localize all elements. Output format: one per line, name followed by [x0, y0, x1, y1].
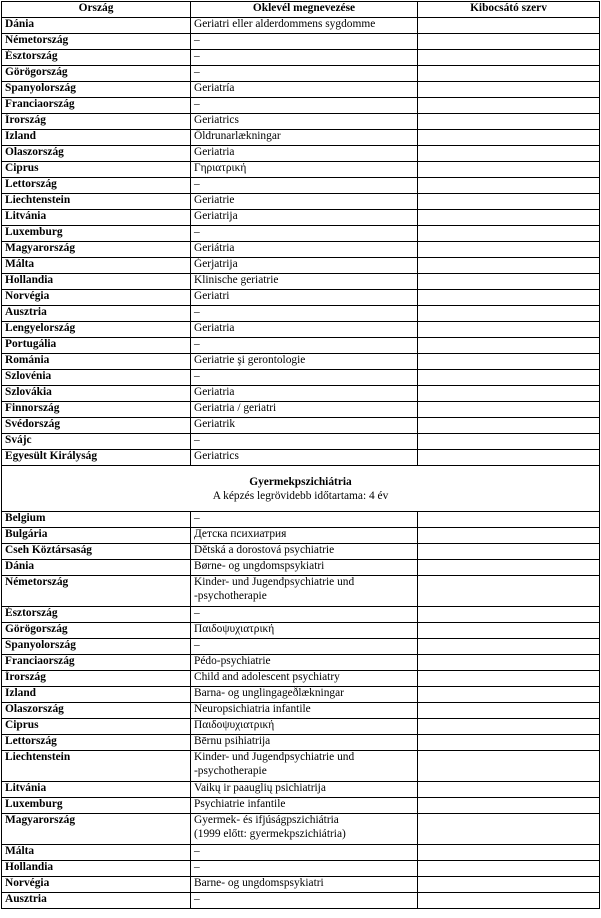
country-cell: Málta [2, 845, 191, 861]
diploma-cell [191, 782, 418, 798]
diploma-cell [191, 402, 418, 418]
issuing-body-cell [418, 290, 600, 306]
country-cell: Franciaország [2, 655, 191, 671]
issuing-body-cell [418, 82, 600, 98]
country-cell: Belgium [2, 512, 191, 528]
diploma-cell [191, 98, 418, 114]
diploma-cell [191, 655, 418, 671]
issuing-body-cell [418, 512, 600, 528]
table-row [2, 861, 600, 877]
issuing-body-cell [418, 528, 600, 544]
child-psychiatry-rows [2, 512, 600, 909]
country-cell: Litvánia [2, 210, 191, 226]
table-row [2, 370, 600, 386]
diploma-cell [191, 893, 418, 909]
issuing-body-cell [418, 66, 600, 82]
diploma-line: Barna- og unglingageðlækningar [194, 687, 344, 699]
diploma-cell [191, 544, 418, 560]
issuing-body-cell [418, 623, 600, 639]
country-cell: Hollandia [2, 861, 191, 877]
diploma-line: Geriatrie şi gerontologie [194, 354, 306, 366]
country-cell: Ciprus [2, 162, 191, 178]
diploma-line: – [194, 338, 200, 350]
issuing-body-cell [418, 735, 600, 751]
country-cell: Hollandia [2, 274, 191, 290]
issuing-body-cell [418, 893, 600, 909]
diploma-line: Geriatria [194, 146, 235, 158]
country-cell: Liechtenstein [2, 194, 191, 210]
table-row [2, 877, 600, 893]
country-cell: Litvánia [2, 782, 191, 798]
table-row [2, 560, 600, 576]
diploma-cell [191, 386, 418, 402]
diploma-cell [191, 512, 418, 528]
country-cell: Észtország [2, 50, 191, 66]
diploma-line: Geriatrie [194, 194, 235, 206]
diploma-line: Kinder- und Jugendpsychiatrie und [194, 751, 355, 763]
table-row [2, 18, 600, 34]
issuing-body-cell [418, 607, 600, 623]
table-row [2, 893, 600, 909]
diploma-cell [191, 719, 418, 735]
issuing-body-cell [418, 402, 600, 418]
diploma-line: Geriatri eller alderdommens sygdomme [194, 18, 376, 30]
header-issuing-body: Kibocsátó szerv [418, 2, 600, 18]
table-row [2, 751, 600, 782]
issuing-body-cell [418, 798, 600, 814]
country-cell: Bulgária [2, 528, 191, 544]
issuing-body-cell [418, 146, 600, 162]
diploma-line: Geriatria [194, 386, 235, 398]
diploma-line: Pédo-psychiatrie [194, 655, 271, 667]
country-cell: Dánia [2, 560, 191, 576]
table-row [2, 386, 600, 402]
country-cell: Észtország [2, 607, 191, 623]
diploma-cell [191, 50, 418, 66]
diploma-line: Geriatría [194, 82, 235, 94]
diploma-cell [191, 258, 418, 274]
issuing-body-cell [418, 544, 600, 560]
country-cell: Egyesült Királyság [2, 450, 191, 466]
diploma-line: Neuropsichiatria infantile [194, 703, 311, 715]
diploma-line: Børne- og ungdomspsykiatri [194, 560, 325, 572]
country-cell: Luxemburg [2, 798, 191, 814]
diploma-line: Barne- og ungdomspsykiatri [194, 877, 324, 889]
country-cell: Írország [2, 671, 191, 687]
country-cell: Liechtenstein [2, 751, 191, 782]
table-row [2, 290, 600, 306]
diploma-line: Öldrunarlækningar [194, 130, 281, 142]
diploma-cell [191, 735, 418, 751]
country-cell: Lettország [2, 178, 191, 194]
diploma-line: Ġerjatrija [194, 258, 238, 270]
section-subtitle: A képzés legrövidebb időtartama: 4 év [212, 489, 389, 502]
diploma-line: Geriatrics [194, 114, 239, 126]
header-diploma: Oklevél megnevezése [191, 2, 418, 18]
issuing-body-cell [418, 782, 600, 798]
issuing-body-cell [418, 703, 600, 719]
country-cell: Olaszország [2, 703, 191, 719]
diploma-line: Παιδοψυχιατρική [194, 623, 275, 635]
country-cell: Norvégia [2, 877, 191, 893]
diploma-line: – [194, 861, 200, 873]
diploma-line: – [194, 226, 200, 238]
issuing-body-cell [418, 194, 600, 210]
diploma-line: – [194, 98, 200, 110]
table-row [2, 146, 600, 162]
table-row [2, 354, 600, 370]
country-cell: Magyarország [2, 814, 191, 845]
diploma-line: – [194, 370, 200, 382]
diploma-cell [191, 560, 418, 576]
issuing-body-cell [418, 98, 600, 114]
table-row [2, 703, 600, 719]
header-country: Ország [2, 2, 191, 18]
diploma-cell [191, 861, 418, 877]
diploma-line: Geriatrics [194, 450, 239, 462]
country-cell: Svájc [2, 434, 191, 450]
diploma-cell [191, 751, 418, 782]
diploma-line: Geriatri [194, 290, 230, 302]
diploma-cell [191, 434, 418, 450]
country-cell: Izland [2, 687, 191, 703]
issuing-body-cell [418, 34, 600, 50]
diploma-line: – [194, 34, 200, 46]
country-cell: Norvégia [2, 290, 191, 306]
country-cell: Németország [2, 34, 191, 50]
diploma-cell [191, 290, 418, 306]
diploma-line: – [194, 306, 200, 318]
geriatrics-rows [2, 18, 600, 466]
issuing-body-cell [418, 671, 600, 687]
table-row [2, 814, 600, 845]
diploma-cell [191, 528, 418, 544]
diploma-cell [191, 34, 418, 50]
diploma-line: Child and adolescent psychiatry [194, 671, 340, 683]
country-cell: Lengyelország [2, 322, 191, 338]
diploma-cell [191, 687, 418, 703]
issuing-body-cell [418, 814, 600, 845]
diploma-cell [191, 877, 418, 893]
diploma-cell [191, 370, 418, 386]
table-row [2, 512, 600, 528]
diploma-line: Geriatria [194, 322, 235, 334]
table-row [2, 306, 600, 322]
diploma-cell [191, 178, 418, 194]
table-row [2, 623, 600, 639]
diploma-line: Klinische geriatrie [194, 274, 279, 286]
country-cell: Finnország [2, 402, 191, 418]
table-row [2, 114, 600, 130]
table-row [2, 544, 600, 560]
country-cell: Görögország [2, 623, 191, 639]
country-cell: Görögország [2, 66, 191, 82]
diploma-line: -psychotherapie [194, 589, 267, 602]
issuing-body-cell [418, 274, 600, 290]
issuing-body-cell [418, 258, 600, 274]
country-cell: Spanyolország [2, 82, 191, 98]
diploma-line: – [194, 607, 200, 619]
table-row [2, 210, 600, 226]
diploma-cell [191, 162, 418, 178]
issuing-body-cell [418, 130, 600, 146]
country-cell: Ausztria [2, 893, 191, 909]
section-title: Gyermekpszichiátria [249, 475, 352, 488]
table-row [2, 338, 600, 354]
country-cell: Lettország [2, 735, 191, 751]
issuing-body-cell [418, 306, 600, 322]
table-row [2, 34, 600, 50]
table-row [2, 242, 600, 258]
country-cell: Románia [2, 354, 191, 370]
diploma-line: – [194, 845, 200, 857]
diploma-cell [191, 114, 418, 130]
issuing-body-cell [418, 877, 600, 893]
country-cell: Magyarország [2, 242, 191, 258]
issuing-body-cell [418, 861, 600, 877]
diploma-cell [191, 814, 418, 845]
diploma-cell [191, 418, 418, 434]
diploma-line: Geriátria [194, 242, 235, 254]
country-cell: Spanyolország [2, 639, 191, 655]
diploma-line: (1999 előtt: gyermekpszichiátria) [194, 827, 346, 840]
issuing-body-cell [418, 687, 600, 703]
diploma-cell [191, 130, 418, 146]
issuing-body-cell [418, 178, 600, 194]
diploma-cell [191, 226, 418, 242]
issuing-body-cell [418, 434, 600, 450]
table-row [2, 226, 600, 242]
table-row [2, 402, 600, 418]
diploma-cell [191, 354, 418, 370]
diploma-cell [191, 639, 418, 655]
diploma-cell [191, 210, 418, 226]
country-cell: Ciprus [2, 719, 191, 735]
diploma-cell [191, 194, 418, 210]
table-row [2, 735, 600, 751]
country-cell: Svédország [2, 418, 191, 434]
issuing-body-cell [418, 655, 600, 671]
diploma-cell [191, 703, 418, 719]
issuing-body-cell [418, 18, 600, 34]
table-row [2, 576, 600, 607]
diploma-line: -psychotherapie [194, 764, 267, 777]
table-row [2, 434, 600, 450]
table-row [2, 671, 600, 687]
table-row [2, 178, 600, 194]
table-row [2, 274, 600, 290]
diploma-line: Kinder- und Jugendpsychiatrie und [194, 576, 355, 588]
country-cell: Szlovénia [2, 370, 191, 386]
issuing-body-cell [418, 210, 600, 226]
diploma-line: Bērnu psihiatrija [194, 735, 271, 747]
table-row [2, 782, 600, 798]
diploma-line: Детска психиатрия [194, 528, 287, 540]
issuing-body-cell [418, 560, 600, 576]
country-cell: Németország [2, 576, 191, 607]
diploma-line: – [194, 50, 200, 62]
diploma-line: – [194, 434, 200, 446]
table-row [2, 66, 600, 82]
diploma-line: Παιδοψυχιατρική [194, 719, 275, 731]
table-row [2, 845, 600, 861]
issuing-body-cell [418, 386, 600, 402]
diploma-line: – [194, 639, 200, 651]
issuing-body-cell [418, 450, 600, 466]
table-row [2, 82, 600, 98]
country-cell: Franciaország [2, 98, 191, 114]
country-cell: Szlovákia [2, 386, 191, 402]
diploma-cell [191, 18, 418, 34]
table-row [2, 418, 600, 434]
table-row [2, 798, 600, 814]
section-heading-cell [2, 466, 600, 512]
table-row [2, 639, 600, 655]
diploma-cell [191, 623, 418, 639]
issuing-body-cell [418, 418, 600, 434]
issuing-body-cell [418, 370, 600, 386]
issuing-body-cell [418, 226, 600, 242]
diploma-line: Γηριατρική [194, 162, 247, 174]
diploma-line: – [194, 512, 200, 524]
issuing-body-cell [418, 338, 600, 354]
issuing-body-cell [418, 242, 600, 258]
diploma-cell [191, 82, 418, 98]
country-cell: Cseh Köztársaság [2, 544, 191, 560]
diploma-line: – [194, 178, 200, 190]
diploma-cell [191, 845, 418, 861]
table-row [2, 194, 600, 210]
diploma-cell [191, 450, 418, 466]
country-cell: Dánia [2, 18, 191, 34]
issuing-body-cell [418, 50, 600, 66]
diploma-cell [191, 274, 418, 290]
country-cell: Izland [2, 130, 191, 146]
table-row [2, 607, 600, 623]
table-row [2, 450, 600, 466]
diploma-cell [191, 306, 418, 322]
table-row [2, 528, 600, 544]
diploma-line: – [194, 66, 200, 78]
diploma-line: Gyermek- és ifjúságpszichiátria [194, 814, 339, 826]
table-row [2, 655, 600, 671]
diploma-cell [191, 798, 418, 814]
table-row [2, 687, 600, 703]
issuing-body-cell [418, 114, 600, 130]
diploma-cell [191, 607, 418, 623]
diploma-cell [191, 146, 418, 162]
issuing-body-cell [418, 639, 600, 655]
table-row [2, 162, 600, 178]
country-cell: Ausztria [2, 306, 191, 322]
diploma-line: Dětská a dorostová psychiatrie [194, 544, 335, 556]
diploma-cell [191, 671, 418, 687]
issuing-body-cell [418, 354, 600, 370]
table-row [2, 719, 600, 735]
diploma-cell [191, 338, 418, 354]
diploma-line: – [194, 893, 200, 905]
table-row [2, 130, 600, 146]
country-cell: Írország [2, 114, 191, 130]
diploma-line: Vaikų ir paauglių psichiatrija [194, 782, 326, 794]
issuing-body-cell [418, 845, 600, 861]
diploma-line: Geriatrik [194, 418, 236, 430]
table-row [2, 50, 600, 66]
issuing-body-cell [418, 751, 600, 782]
diploma-cell [191, 322, 418, 338]
country-cell: Málta [2, 258, 191, 274]
table-header-row [2, 2, 600, 18]
table-row [2, 98, 600, 114]
diploma-cell [191, 576, 418, 607]
country-cell: Portugália [2, 338, 191, 354]
country-cell: Luxemburg [2, 226, 191, 242]
diploma-line: Geriatria / geriatri [194, 402, 277, 414]
issuing-body-cell [418, 576, 600, 607]
table-row [2, 322, 600, 338]
diploma-cell [191, 66, 418, 82]
diploma-line: Psychiatrie infantile [194, 798, 286, 810]
issuing-body-cell [418, 162, 600, 178]
country-cell: Olaszország [2, 146, 191, 162]
diploma-cell [191, 242, 418, 258]
section-header [2, 466, 600, 512]
issuing-body-cell [418, 719, 600, 735]
diploma-table [1, 1, 600, 909]
issuing-body-cell [418, 322, 600, 338]
table-row [2, 258, 600, 274]
diploma-line: Geriatrija [194, 210, 238, 222]
